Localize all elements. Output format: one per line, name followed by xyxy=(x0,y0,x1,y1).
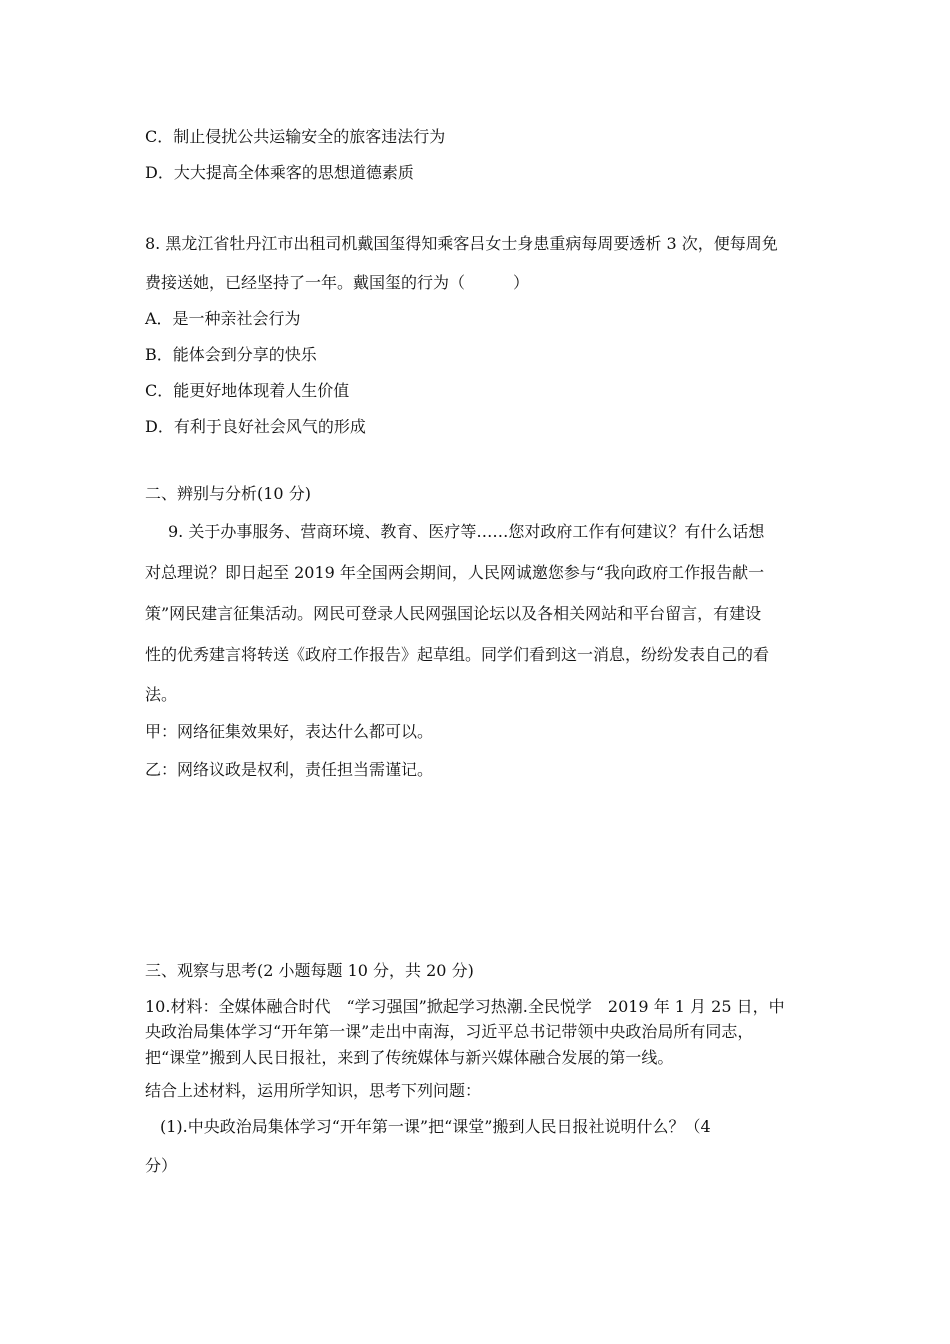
q8-option-a: A．是一种亲社会行为 xyxy=(145,309,301,328)
q8-stem-line-1: 8. 黑龙江省牡丹江市出租司机戴国玺得知乘客吕女士身患重病每周要透析 3 次，便每周免 xyxy=(145,234,778,253)
q7-option-d: D．大大提高全体乘客的思想道德素质 xyxy=(145,163,414,182)
q9-line-3: 策”网民建言征集活动。网民可登录人民网强国论坛以及各相关网站和平台留言，有建设 xyxy=(145,604,762,623)
q9-line-1: 9. 关于办事服务、营商环境、教育、医疗等……您对政府工作有何建议？有什么话想 xyxy=(168,522,765,541)
opinion-jia: 甲：网络征集效果好，表达什么都可以。 xyxy=(145,722,434,741)
q8-option-d: D．有利于良好社会风气的形成 xyxy=(145,417,366,436)
section-3-heading: 三、观察与思考(2 小题每题 10 分，共 20 分) xyxy=(145,961,474,980)
q8-option-c: C．能更好地体现着人生价值 xyxy=(145,381,350,400)
q10-line-1: 10.材料：全媒体融合时代 “学习强国”掀起学习热潮.全民悦学 2019 年 1 月 25 日，中 xyxy=(145,997,785,1016)
q10-instruction: 结合上述材料，运用所学知识，思考下列问题： xyxy=(145,1081,482,1100)
q10-line-2: 央政治局集体学习“开年第一课”走出中南海，习近平总书记带领中央政治局所有同志， xyxy=(145,1022,754,1041)
opinion-yi: 乙：网络议政是权利，责任担当需谨记。 xyxy=(145,760,434,779)
q9-line-4: 性的优秀建言将转送《政府工作报告》起草组。同学们看到这一消息，纷纷发表自己的看 xyxy=(145,645,770,664)
q9-line-2: 对总理说？即日起至 2019 年全国两会期间，人民网诚邀您参与“我向政府工作报告献一 xyxy=(145,563,765,582)
q7-option-c: C．制止侵扰公共运输安全的旅客违法行为 xyxy=(145,127,446,146)
q10-sub1-line-1: (1).中央政治局集体学习“开年第一课”把“课堂”搬到人民日报社说明什么？（4 xyxy=(160,1117,711,1136)
q9-line-5: 法。 xyxy=(145,685,178,704)
q10-sub1-line-2: 分） xyxy=(145,1156,178,1175)
q10-line-3: 把“课堂”搬到人民日报社，来到了传统媒体与新兴媒体融合发展的第一线。 xyxy=(145,1048,674,1067)
q8-option-b: B．能体会到分享的快乐 xyxy=(145,345,317,364)
q8-stem-line-2: 费接送她，已经坚持了一年。戴国玺的行为（ ） xyxy=(145,273,530,292)
section-2-heading: 二、辨别与分析(10 分) xyxy=(145,484,311,503)
